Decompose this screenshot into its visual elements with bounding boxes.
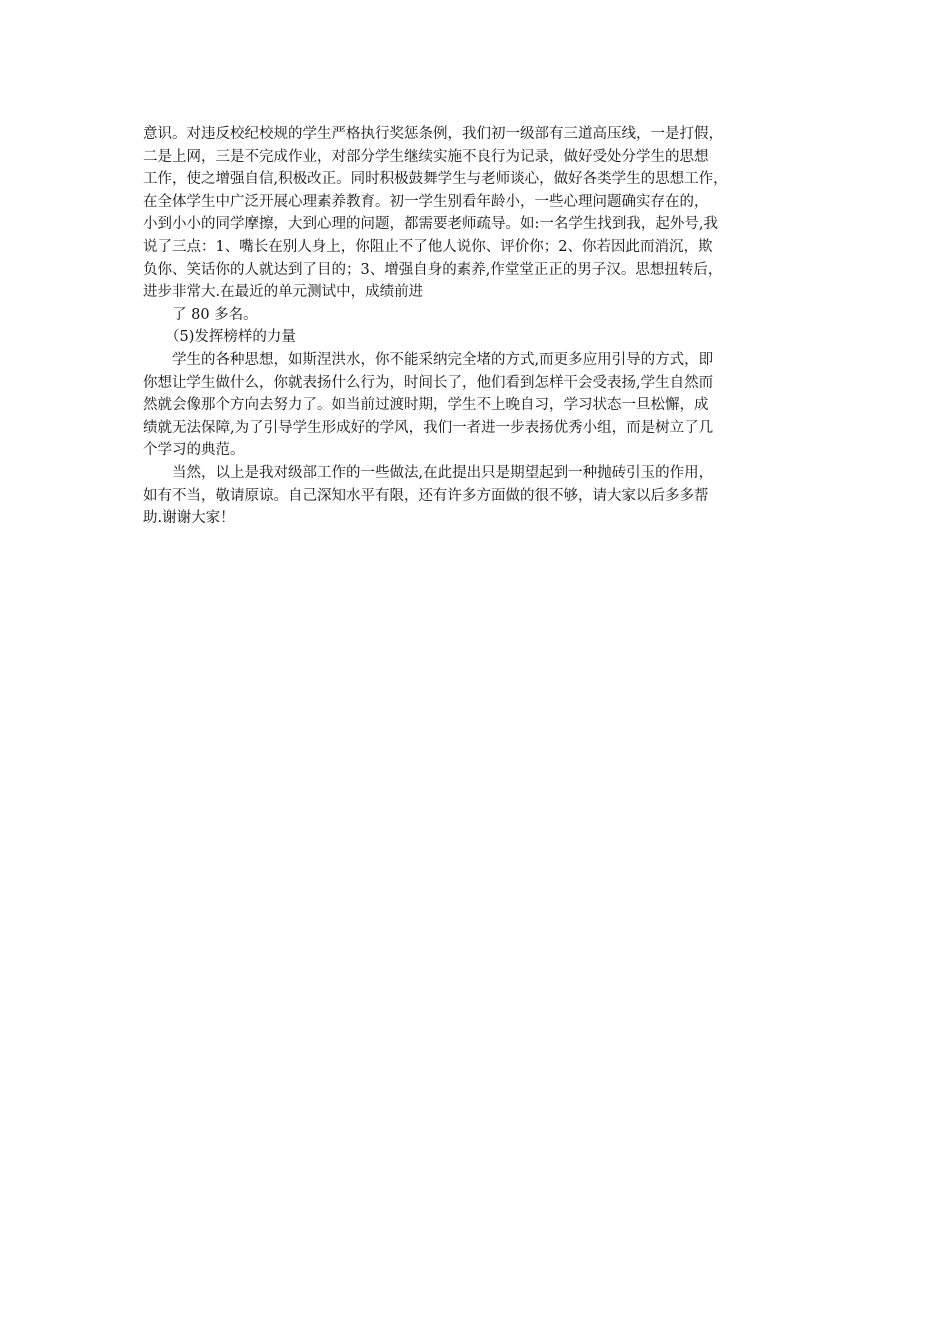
text-line: 绩就无法保障,为了引导学生形成好的学风，我们一者进一步表扬优秀小组，而是树立了几 bbox=[143, 419, 714, 436]
text-line: 说了三点：1、嘴长在别人身上，你阻止不了他人说你、评价你；2、你若因此而消沉，欺 bbox=[143, 238, 713, 255]
text-line: 如有不当，敬请原谅。自己深知水平有限，还有许多方面做的很不够，请大家以后多多帮 bbox=[143, 487, 709, 504]
text-line: 在全体学生中广泛开展心理素养教育。初一学生别看年龄小，一些心理问题确实存在的， bbox=[143, 193, 709, 210]
text-line: 进步非常大.在最近的单元测试中，成绩前进 bbox=[143, 284, 424, 301]
text-line: 二是上网，三是不完成作业，对部分学生继续实施不良行为记录，做好受处分学生的思想 bbox=[143, 148, 709, 165]
text-line: 小到小小的同学摩擦，大到心理的问题，都需要老师疏导。如:一名学生找到我，起外号,我 bbox=[143, 216, 718, 233]
text-line: 你想让学生做什么，你就表扬什么行为，时间长了，他们看到怎样干会受表扬,学生自然而 bbox=[143, 374, 714, 391]
text-line: 个学习的典范。 bbox=[143, 442, 245, 459]
paragraph-start: 学生的各种思想，如斯涅洪水，你不能采纳完全堵的方式,而更多应用引导的方式，即 bbox=[172, 351, 714, 368]
text-line: 助.谢谢大家！ bbox=[143, 510, 235, 527]
text-line: 负你、笑话你的人就达到了目的；3、增强自身的素养,作堂堂正正的男子汉。思想扭转后， bbox=[143, 261, 723, 278]
text-line: 了 80 多名。 bbox=[172, 306, 258, 323]
text-line: 意识。对违反校纪校规的学生严格执行奖惩条例，我们初一级部有三道高压线，一是打假， bbox=[143, 126, 723, 142]
text-line: 然就会像那个方向去努力了。如当前过渡时期，学生不上晚自习，学习状态一旦松懈，成 bbox=[143, 397, 709, 414]
section-heading: （5)发挥榜样的力量 bbox=[165, 329, 296, 346]
paragraph-start: 当然，以上是我对级部工作的一些做法,在此提出只是期望起到一种抛砖引玉的作用， bbox=[172, 464, 714, 481]
document-body bbox=[143, 123, 815, 530]
text-line: 工作，使之增强自信,积极改正。同时积极鼓舞学生与老师谈心，做好各类学生的思想工作， bbox=[143, 171, 728, 188]
